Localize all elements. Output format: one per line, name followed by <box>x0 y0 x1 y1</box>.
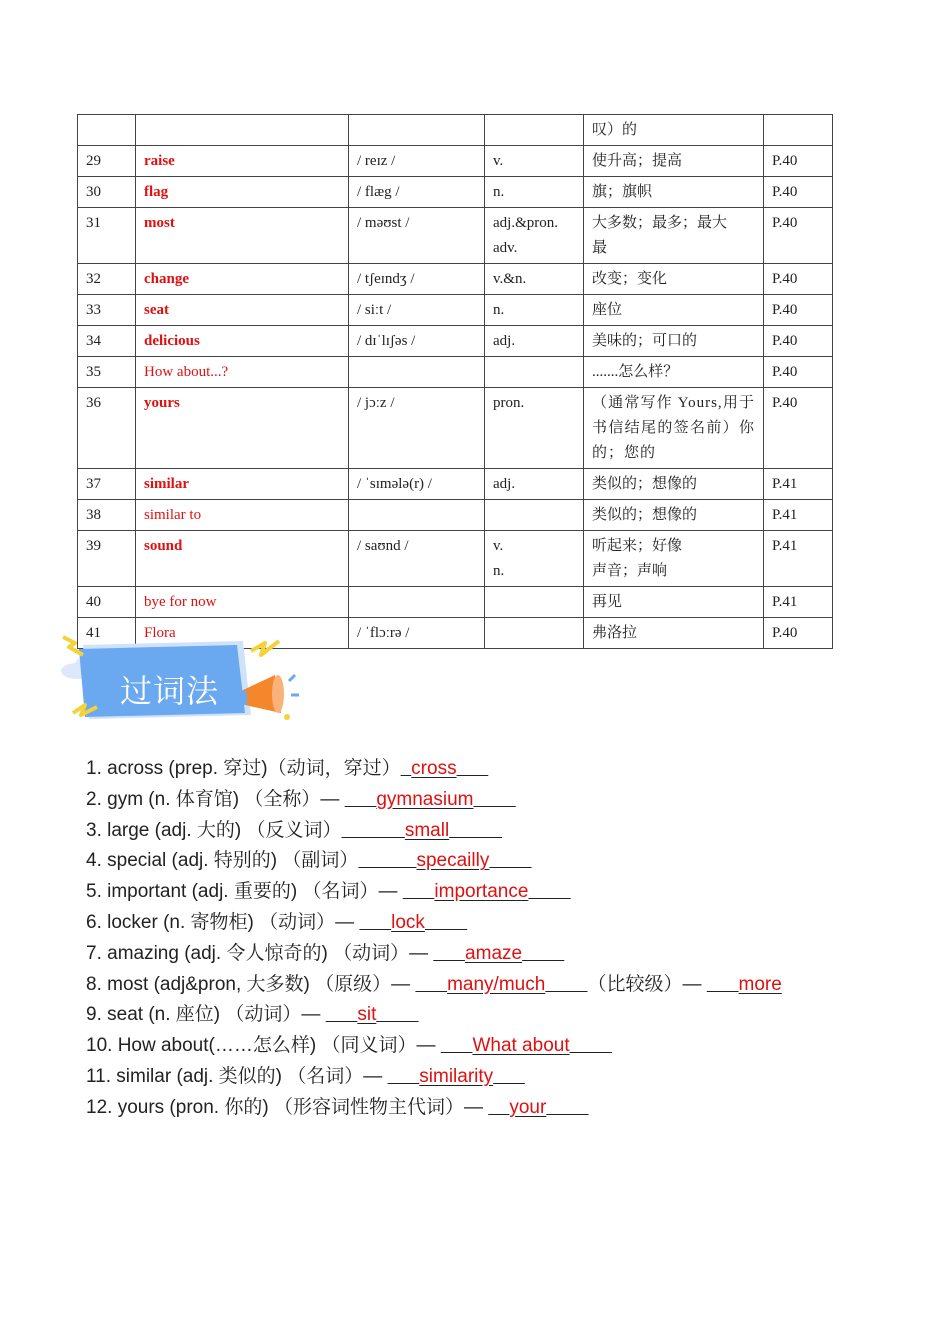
blank-tail <box>570 1035 612 1056</box>
phonetic: / məʊst / <box>349 208 485 264</box>
table-row <box>78 500 833 531</box>
meaning: 类似的；想像的 <box>584 469 764 500</box>
blank-tail <box>473 789 515 810</box>
phonetic <box>349 357 485 388</box>
blank-lead <box>488 1097 509 1118</box>
answer-text: your <box>509 1096 547 1118</box>
blank-tail <box>489 850 531 871</box>
part-of-speech: pron. <box>485 388 584 469</box>
blank-lead <box>441 1035 473 1056</box>
phonetic: / tʃeɪndʒ / <box>349 264 485 295</box>
table-row <box>78 146 833 177</box>
meaning: 再见 <box>584 587 764 618</box>
answer-text: small <box>404 819 450 841</box>
part-of-speech <box>485 618 584 649</box>
row-number: 40 <box>78 587 136 618</box>
phonetic: / flæg / <box>349 177 485 208</box>
table-row <box>78 357 833 388</box>
answer-text: many/much <box>447 973 546 995</box>
row-number: 29 <box>78 146 136 177</box>
meaning: 使升高；提高 <box>584 146 764 177</box>
table-row <box>78 208 833 264</box>
list-item <box>86 908 782 939</box>
blank-tail <box>493 1066 525 1087</box>
meaning: 听起来；好像 声音；声响 <box>584 531 764 587</box>
table-row <box>78 295 833 326</box>
list-item <box>86 816 782 847</box>
row-number: 34 <box>78 326 136 357</box>
part-of-speech: v. n. <box>485 531 584 587</box>
part-of-speech: n. <box>485 177 584 208</box>
blank-lead <box>403 881 435 902</box>
page-ref: P.41 <box>764 500 833 531</box>
exercise-prompt-2: （比较级）— <box>587 973 707 995</box>
phonetic <box>349 587 485 618</box>
meaning: 大多数；最多；最大 最 <box>584 208 764 264</box>
meaning: （通常写作 Yours,用于书信结尾的签名前）你的；您的 <box>584 388 764 469</box>
phonetic: / ˈsɪmələ(r) / <box>349 469 485 500</box>
table-row <box>78 388 833 469</box>
row-number: 31 <box>78 208 136 264</box>
exercise-prompt: 4. special (adj. 特别的) （副词） <box>86 850 359 872</box>
page-ref: P.41 <box>764 531 833 587</box>
blank-tail <box>528 881 570 902</box>
table-row <box>78 531 833 587</box>
meaning: 弗洛拉 <box>584 618 764 649</box>
meaning: 座位 <box>584 295 764 326</box>
list-item <box>86 754 782 785</box>
vocab-word: sound <box>136 531 349 587</box>
meaning: 旗；旗帜 <box>584 177 764 208</box>
page-ref: P.40 <box>764 357 833 388</box>
exercise-prompt: 1. across (prep. 穿过)（动词，穿过） <box>86 758 401 779</box>
meaning: 美味的；可口的 <box>584 326 764 357</box>
part-of-speech: n. <box>485 295 584 326</box>
list-item <box>86 785 782 816</box>
vocab-word: seat <box>136 295 349 326</box>
page-ref: P.41 <box>764 469 833 500</box>
part-of-speech: adj. <box>485 469 584 500</box>
blank-lead <box>401 758 412 779</box>
row-number: 37 <box>78 469 136 500</box>
blank-tail <box>546 1097 588 1118</box>
exercise-list <box>86 754 782 1124</box>
list-item <box>86 970 782 1001</box>
list-item <box>86 1093 782 1124</box>
page-ref: P.40 <box>764 326 833 357</box>
exercise-prompt: 7. amazing (adj. 令人惊奇的) （动词）— <box>86 942 434 964</box>
row-number: 38 <box>78 500 136 531</box>
page-ref: P.40 <box>764 388 833 469</box>
blank-tail <box>545 974 587 995</box>
answer-text-2: more <box>738 973 782 995</box>
answer-text: sit <box>357 1004 377 1026</box>
vocab-word: delicious <box>136 326 349 357</box>
phonetic: / saʊnd / <box>349 531 485 587</box>
answer-text: specailly <box>416 850 490 872</box>
part-of-speech: v. <box>485 146 584 177</box>
phonetic: / reɪz / <box>349 146 485 177</box>
phonetic: / jɔːz / <box>349 388 485 469</box>
row-number: 41 <box>78 618 136 649</box>
phonetic: / dɪˈlɪʃəs / <box>349 326 485 357</box>
meaning: .......怎么样？ <box>584 357 764 388</box>
row-number: 35 <box>78 357 136 388</box>
part-of-speech <box>485 500 584 531</box>
exercise-prompt: 2. gym (n. 体育馆) （全称）— <box>86 788 345 810</box>
vocab-word: similar to <box>136 500 349 531</box>
vocab-word <box>136 115 349 146</box>
page-ref: P.40 <box>764 264 833 295</box>
vocabulary-table <box>77 114 833 649</box>
blank-lead <box>359 912 391 933</box>
meaning: 叹）的 <box>584 115 764 146</box>
exercise-prompt: 9. seat (n. 座位) （动词）— <box>86 1004 326 1026</box>
answer-text: similarity <box>419 1065 494 1087</box>
part-of-speech: adj. <box>485 326 584 357</box>
vocab-word: change <box>136 264 349 295</box>
vocab-word: bye for now <box>136 587 349 618</box>
answer-text: lock <box>391 911 425 933</box>
table-row <box>78 469 833 500</box>
vocab-word: similar <box>136 469 349 500</box>
vocab-word: yours <box>136 388 349 469</box>
answer-text: importance <box>434 881 529 903</box>
row-number: 30 <box>78 177 136 208</box>
phonetic <box>349 500 485 531</box>
row-number: 39 <box>78 531 136 587</box>
page-ref: P.40 <box>764 146 833 177</box>
part-of-speech <box>485 115 584 146</box>
meaning: 类似的；想像的 <box>584 500 764 531</box>
table-row <box>78 264 833 295</box>
vocabulary-table-body <box>78 115 833 649</box>
page-ref: P.40 <box>764 295 833 326</box>
blank-tail <box>522 943 564 964</box>
blank-lead <box>342 820 405 841</box>
meaning: 改变；变化 <box>584 264 764 295</box>
vocab-word: Flora <box>136 618 349 649</box>
exercise-prompt: 5. important (adj. 重要的) （名词）— <box>86 881 403 903</box>
blank-lead <box>358 850 416 871</box>
blank-lead <box>388 1066 420 1087</box>
vocab-word: How about...? <box>136 357 349 388</box>
section-title: 过词法 <box>120 672 220 710</box>
list-item <box>86 877 782 908</box>
blank-tail <box>376 1004 418 1025</box>
answer-text: amaze <box>465 942 523 964</box>
vocab-word: raise <box>136 146 349 177</box>
blank-lead <box>326 1004 358 1025</box>
part-of-speech: v.&n. <box>485 264 584 295</box>
table-row <box>78 177 833 208</box>
exercise-prompt: 3. large (adj. 大的) （反义词） <box>86 819 342 841</box>
page-ref: P.40 <box>764 618 833 649</box>
list-item <box>86 846 782 877</box>
phonetic: / siːt / <box>349 295 485 326</box>
table-row <box>78 587 833 618</box>
exercise-prompt: 6. locker (n. 寄物柜) （动词）— <box>86 911 360 933</box>
vocab-word: flag <box>136 177 349 208</box>
vocab-word: most <box>136 208 349 264</box>
list-item <box>86 1000 782 1031</box>
page-ref: P.40 <box>764 208 833 264</box>
answer-text: What about <box>472 1035 570 1057</box>
row-number: 36 <box>78 388 136 469</box>
phonetic <box>349 115 485 146</box>
blank-lead <box>433 943 465 964</box>
blank-lead <box>415 974 447 995</box>
exercise-prompt: 12. yours (pron. 你的) （形容词性物主代词）— <box>86 1096 489 1118</box>
blank-tail <box>425 912 467 933</box>
phonetic: / ˈflɔːrə / <box>349 618 485 649</box>
row-number: 32 <box>78 264 136 295</box>
blank-tail <box>449 820 502 841</box>
exercise-prompt: 8. most (adj&pron, 大多数) （原级）— <box>86 973 416 995</box>
page-ref: P.40 <box>764 177 833 208</box>
answer-text: cross <box>411 758 457 779</box>
row-number <box>78 115 136 146</box>
answer-text: gymnasium <box>376 788 474 810</box>
list-item <box>86 1062 782 1093</box>
part-of-speech <box>485 357 584 388</box>
part-of-speech: adj.&pron. adv. <box>485 208 584 264</box>
table-row <box>78 115 833 146</box>
list-item <box>86 1031 782 1062</box>
exercise-prompt: 11. similar (adj. 类似的) （名词）— <box>86 1065 388 1087</box>
row-number: 33 <box>78 295 136 326</box>
page-ref <box>764 115 833 146</box>
blank-lead-2 <box>707 974 739 995</box>
part-of-speech <box>485 587 584 618</box>
list-item <box>86 939 782 970</box>
exercise-prompt: 10. How about(……怎么样) （同义词）— <box>86 1035 441 1057</box>
table-row <box>78 326 833 357</box>
blank-lead <box>345 789 377 810</box>
blank-tail <box>457 758 489 779</box>
page-ref: P.41 <box>764 587 833 618</box>
